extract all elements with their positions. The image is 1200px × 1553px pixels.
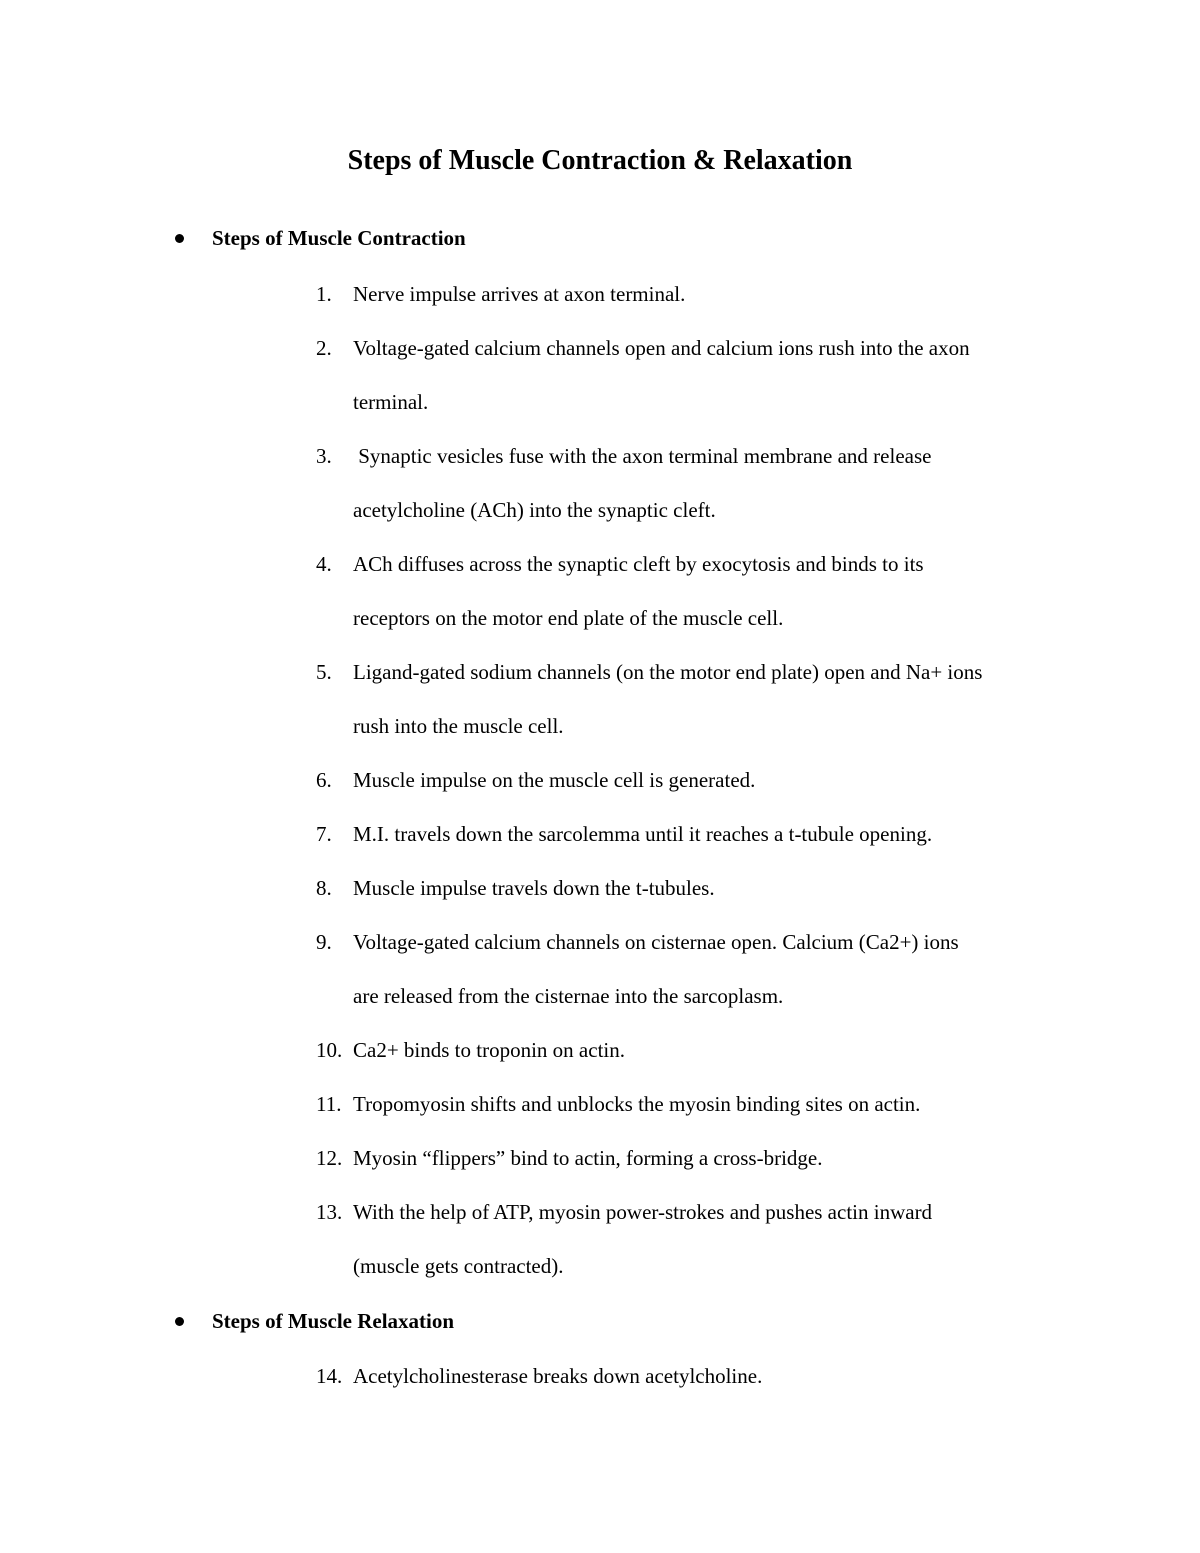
item-text: Myosin “flippers” bind to actin, forming a cross-bridge. — [353, 1146, 823, 1170]
item-text: acetylcholine (ACh) into the synaptic cleft. — [353, 498, 716, 522]
item-text: M.I. travels down the sarcolemma until it reaches a t-tubule opening. — [353, 822, 933, 846]
item-number: 13. — [316, 1200, 343, 1224]
item-text: Voltage-gated calcium channels on cisternae open. Calcium (Ca2+) ions — [353, 930, 959, 954]
item-number: 12. — [316, 1146, 343, 1170]
item-text: Voltage-gated calcium channels open and calcium ions rush into the axon — [353, 336, 970, 360]
bullet-icon — [175, 234, 184, 243]
item-number: 4. — [316, 552, 332, 576]
item-text: are released from the cisternae into the sarcoplasm. — [353, 984, 784, 1008]
item-text: Tropomyosin shifts and unblocks the myosin binding sites on actin. — [353, 1092, 921, 1116]
item-number: 8. — [316, 876, 332, 900]
item-text: receptors on the motor end plate of the muscle cell. — [353, 606, 784, 630]
item-text: rush into the muscle cell. — [353, 714, 564, 738]
item-number: 1. — [316, 282, 332, 306]
item-text: (muscle gets contracted). — [353, 1254, 564, 1278]
section-heading-relaxation: Steps of Muscle Relaxation — [212, 1309, 455, 1333]
item-number: 3. — [316, 444, 332, 468]
item-number: 6. — [316, 768, 332, 792]
item-text: Synaptic vesicles fuse with the axon terminal membrane and release — [353, 444, 932, 468]
item-text: Ca2+ binds to troponin on actin. — [353, 1038, 625, 1062]
item-text: With the help of ATP, myosin power-strokes and pushes actin inward — [353, 1200, 933, 1224]
item-text: Muscle impulse on the muscle cell is generated. — [353, 768, 756, 792]
item-text: ACh diffuses across the synaptic cleft by exocytosis and binds to its — [353, 552, 924, 576]
item-number: 10. — [316, 1038, 343, 1062]
item-text: Muscle impulse travels down the t-tubules. — [353, 876, 715, 900]
section-heading-contraction: Steps of Muscle Contraction — [212, 226, 466, 250]
item-text: terminal. — [353, 390, 429, 414]
item-number: 14. — [316, 1364, 343, 1388]
item-text: Nerve impulse arrives at axon terminal. — [353, 282, 686, 306]
item-number: 5. — [316, 660, 332, 684]
item-number: 7. — [316, 822, 332, 846]
page-title: Steps of Muscle Contraction & Relaxation — [347, 145, 853, 176]
bullet-icon — [175, 1317, 184, 1326]
item-number: 2. — [316, 336, 332, 360]
item-text: Ligand-gated sodium channels (on the motor end plate) open and Na+ ions — [353, 660, 983, 684]
item-number: 9. — [316, 930, 332, 954]
item-number: 11. — [316, 1092, 342, 1116]
item-text: Acetylcholinesterase breaks down acetylcholine. — [353, 1364, 763, 1388]
